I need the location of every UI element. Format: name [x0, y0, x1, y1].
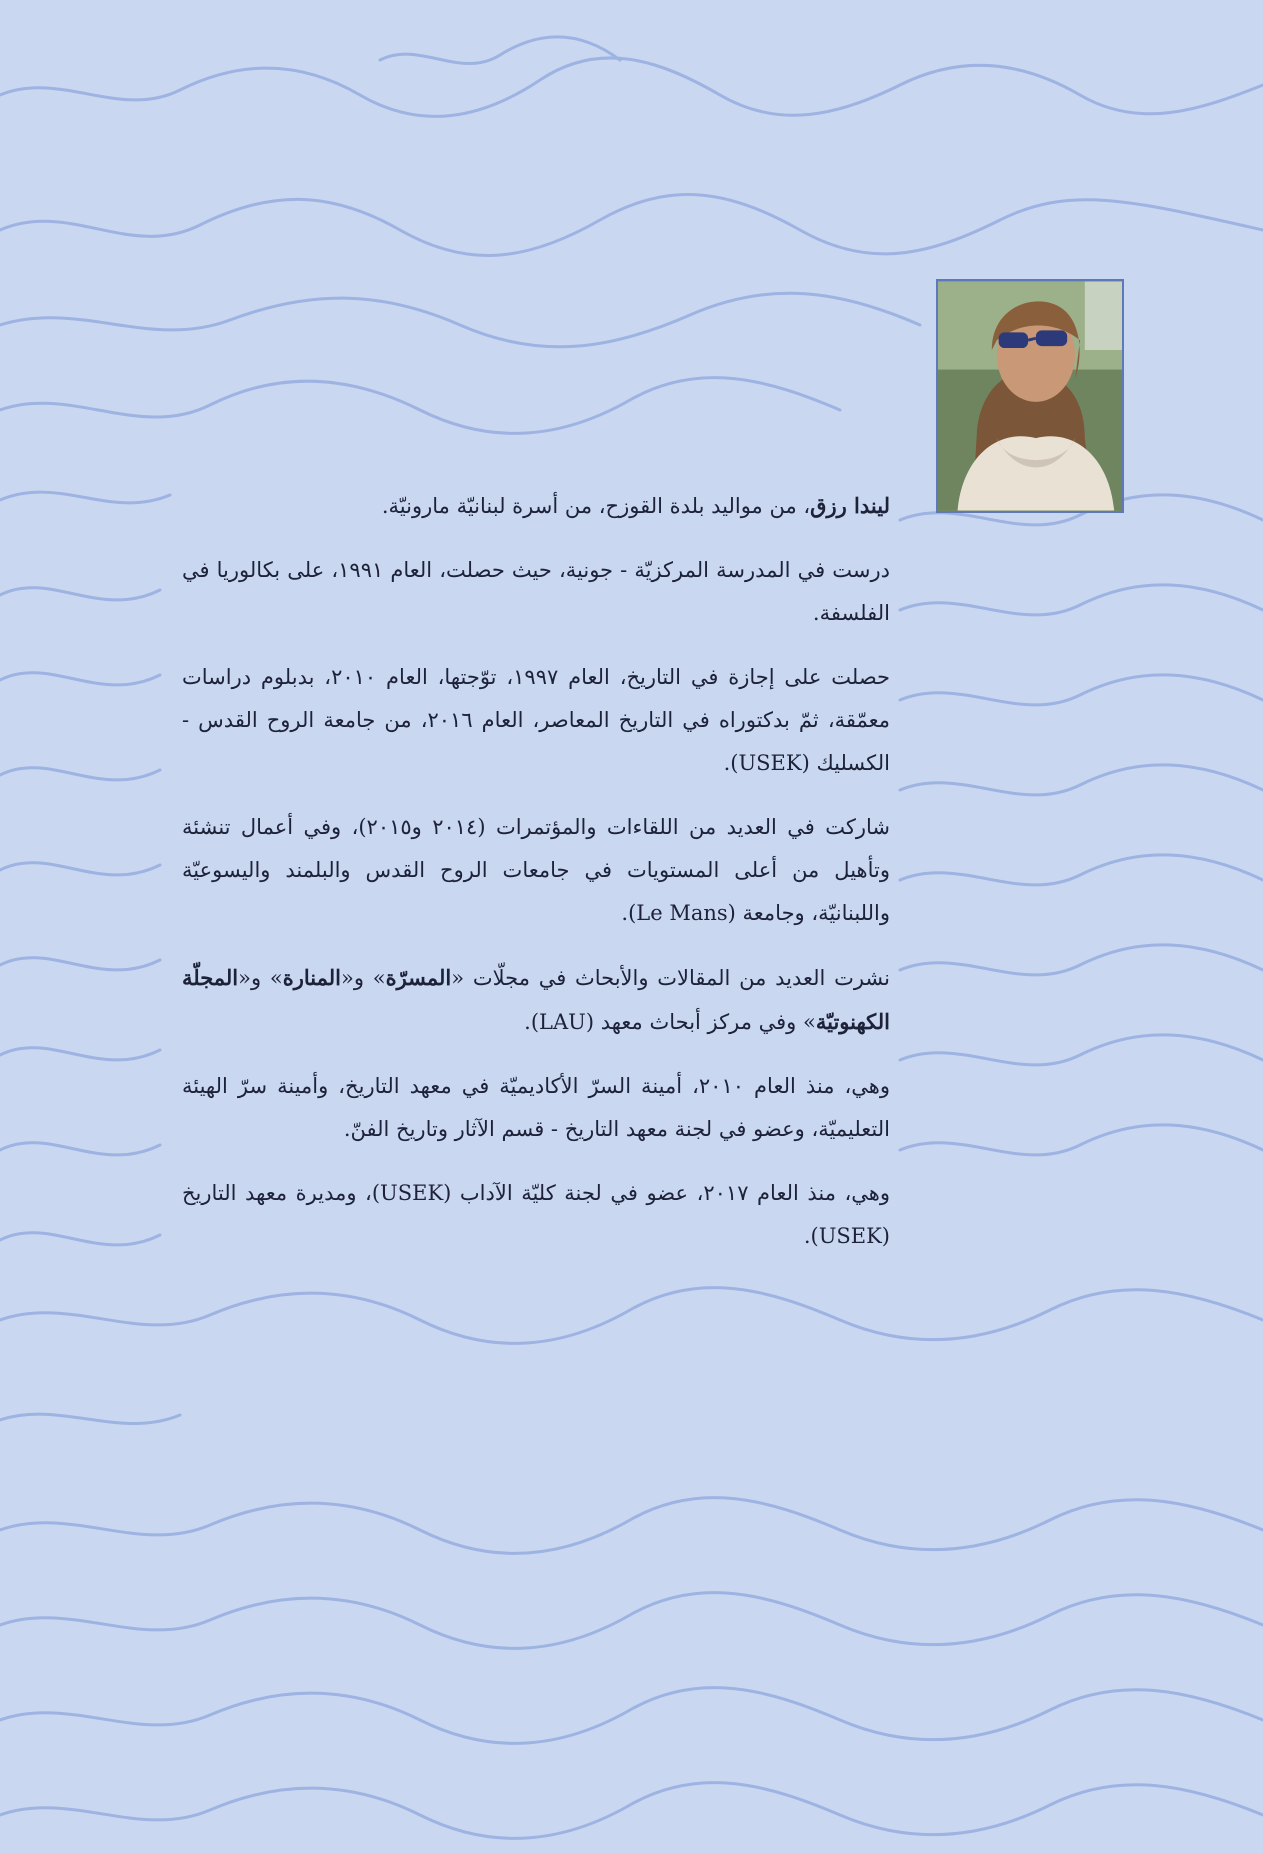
bio-paragraph-6: وهي، منذ العام ٢٠١٠، أمينة السرّ الأكاديميّة في معهد التاريخ، وأمينة سرّ الهيئة التعليميّة، وعضو في لجنة معهد التاريخ - قسم الآثار وتاريخ الفنّ.: [182, 1074, 890, 1141]
bio-paragraph-5-text-g: » وفي مركز أبحاث معهد (LAU).: [524, 1010, 816, 1034]
journal-name-almasarra: المسرّة: [385, 965, 452, 990]
bio-paragraph-2: درست في المدرسة المركزيّة - جونية، حيث حصلت، العام ١٩٩١، على بكالوريا في الفلسفة.: [182, 558, 890, 625]
bio-paragraph-7: وهي، منذ العام ٢٠١٧، عضو في لجنة كليّة الآداب (USEK)، ومديرة معهد التاريخ (USEK).: [182, 1181, 890, 1248]
bio-paragraph-1: [182, 484, 890, 528]
bio-paragraph-5: [182, 956, 890, 1044]
bio-paragraph-5-text-c: » و«: [340, 966, 386, 990]
bio-paragraph-5-text-a: نشرت العديد من المقالات والأبحاث في مجلّات «: [451, 966, 890, 990]
bio-paragraph-1-text: ، من مواليد بلدة القوزح، من أسرة لبنانيّة مارونيّة.: [381, 494, 811, 518]
author-photo: [936, 279, 1124, 513]
bio-paragraph-5-text-e: » و«: [238, 966, 283, 990]
journal-name-almanara: المنارة: [282, 965, 341, 990]
journal-name-almajalla: المجلّة الكهنوتيّة: [182, 965, 890, 1034]
bio-paragraph-3: حصلت على إجازة في التاريخ، العام ١٩٩٧، توّجتها، العام ٢٠١٠، بدبلوم دراسات معمّقة، ثمّ بدكتوراه في التاريخ المعاصر، العام ٢٠١٦، من جامعة الروح القدس - الكسليك (USEK).: [182, 665, 891, 775]
bio-paragraph-4: شاركت في العديد من اللقاءات والمؤتمرات (٢٠١٤ و٢٠١٥)، وفي أعمال تنشئة وتأهيل من أعلى المستويات في جامعات الروح القدس والبلمند واليسوعيّة واللبنانيّة، وجامعة (Le Mans).: [182, 815, 890, 925]
author-bio: [182, 484, 890, 1279]
author-name: ليندا رزق: [810, 493, 890, 518]
